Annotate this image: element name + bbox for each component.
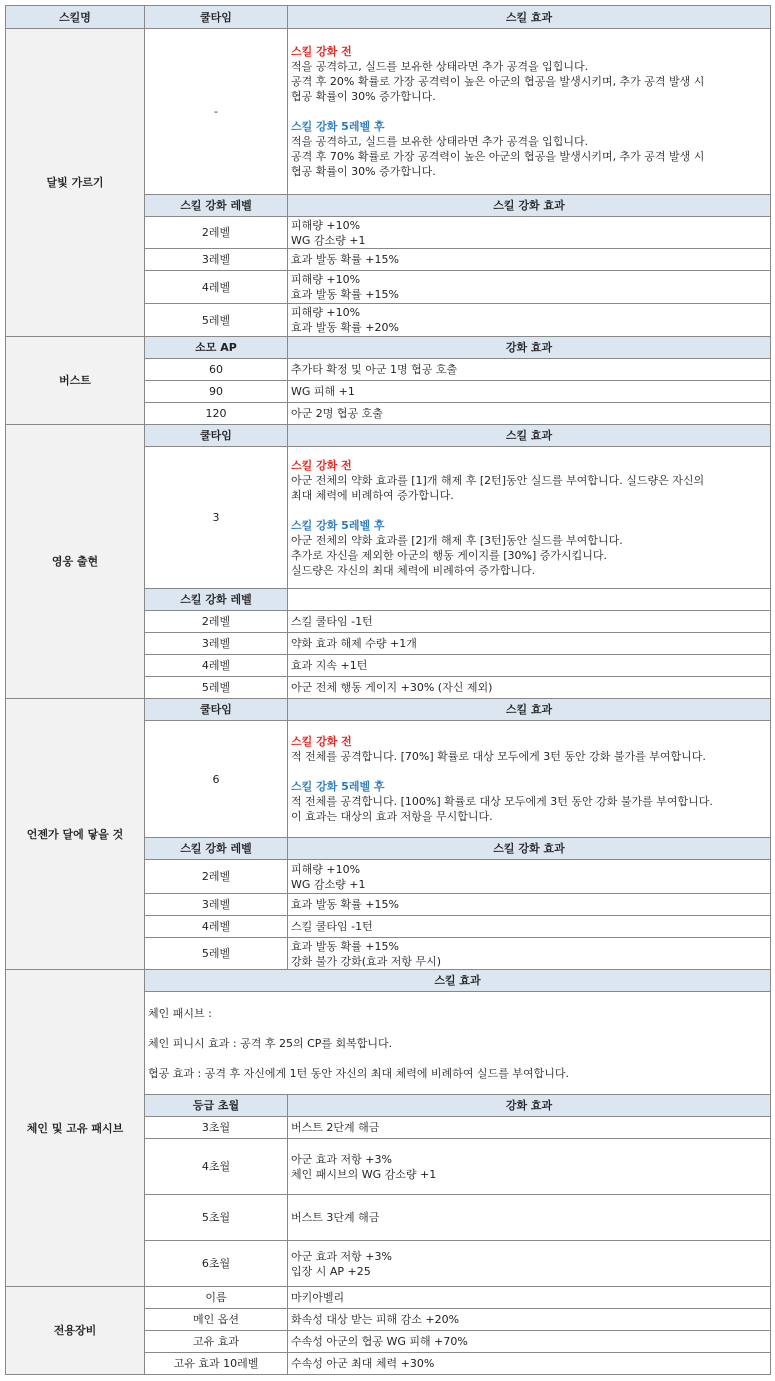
equipment-value: 수속성 아군 최대 체력 +30% [288, 1353, 771, 1375]
skill1-level: 5레벨 [145, 304, 288, 337]
skill2-after-line: 실드량은 자신의 최대 체력에 비례하여 증가합니다. [291, 563, 536, 577]
skill3-level: 4레벨 [145, 916, 288, 938]
effect-line: 효과 발동 확률 +15% [291, 288, 399, 301]
equipment-value: 화속성 대상 받는 피해 감소 +20% [288, 1309, 771, 1331]
skill3-before-line: 적 전체를 공격합니다. [70%] 확률로 대상 모두에게 3턴 동안 강화 불가를 부여합니다. [291, 750, 706, 763]
skill3-name: 언젠가 달에 닿을 것 [6, 699, 145, 970]
burst-effect: 추가타 확정 및 아군 1명 협공 호출 [288, 359, 771, 381]
skill2-level: 4레벨 [145, 655, 288, 677]
skill1-level: 2레벨 [145, 217, 288, 249]
burst-name: 버스트 [6, 337, 145, 425]
skill3-description [288, 721, 771, 838]
effect-line: 효과 발동 확률 +20% [291, 321, 399, 334]
skill2-cooldown-header: 쿨타임 [145, 425, 288, 447]
passive-grade: 6초월 [145, 1241, 288, 1287]
skill2-level-effect: 약화 효과 해제 수량 +1개 [288, 633, 771, 655]
burst-effect: 아군 2명 협공 호출 [288, 403, 771, 425]
skill1-level: 3레벨 [145, 249, 288, 271]
skill3-level: 5레벨 [145, 938, 288, 970]
skill1-level-effect [288, 271, 771, 304]
skill2-level-header-blank [288, 589, 771, 611]
burst-ap: 60 [145, 359, 288, 381]
skill3-after-label: 스킬 강화 5레벨 후 [291, 780, 385, 793]
effect-line: WG 감소량 +1 [291, 877, 366, 891]
passive-description [145, 992, 771, 1095]
skill1-level-effect [288, 304, 771, 337]
skill1-before-line: 협공 확률이 30% 증가합니다. [291, 90, 436, 103]
passive-line: 협공 효과 : 공격 후 자신에게 1턴 동안 자신의 최대 체력에 비례하여 실드를 부여합니다. [148, 1066, 569, 1080]
skill2-level: 5레벨 [145, 677, 288, 699]
equipment-label: 메인 옵션 [145, 1309, 288, 1331]
header-skill-effect: 스킬 효과 [288, 6, 771, 29]
burst-effect-header: 강화 효과 [288, 337, 771, 359]
skill1-effect-header: 스킬 강화 효과 [288, 195, 771, 217]
passive-grade-header: 등급 초월 [145, 1095, 288, 1117]
passive-name: 체인 및 고유 패시브 [6, 970, 145, 1287]
header-skill-name: 스킬명 [6, 6, 145, 29]
passive-grade-effect: 버스트 3단계 해금 [288, 1195, 771, 1241]
skill2-after-label: 스킬 강화 5레벨 후 [291, 518, 385, 532]
passive-effect-header: 스킬 효과 [145, 970, 771, 992]
skill1-after-line: 적을 공격하고, 실드를 보유한 상태라면 추가 공격을 입힙니다. [291, 135, 589, 148]
effect-line: 입장 시 AP +25 [291, 1264, 371, 1278]
skill2-level-header: 스킬 강화 레벨 [145, 589, 288, 611]
skill2-level-effect: 스킬 쿨타임 -1턴 [288, 611, 771, 633]
skill3-level-effect [288, 860, 771, 894]
skill1-level-header: 스킬 강화 레벨 [145, 195, 288, 217]
equipment-value: 마키아벨리 [288, 1287, 771, 1309]
skill1-description [288, 29, 771, 195]
effect-line: 아군 효과 저항 +3% [291, 1249, 392, 1263]
passive-enhance-header: 강화 효과 [288, 1095, 771, 1117]
effect-line: 아군 효과 저항 +3% [291, 1152, 392, 1166]
effect-line: 피해량 +10% [291, 306, 361, 319]
skill3-level-effect: 효과 발동 확률 +15% [288, 894, 771, 916]
skill2-description [288, 447, 771, 589]
skill2-after-line: 아군 전체의 약화 효과를 [2]개 해제 후 [3턴]동안 실드를 부여합니다. [291, 533, 623, 547]
skill2-level: 2레벨 [145, 611, 288, 633]
equipment-label: 고유 효과 [145, 1331, 288, 1353]
skill3-cooldown: 6 [145, 721, 288, 838]
skill3-level: 3레벨 [145, 894, 288, 916]
header-cooldown: 쿨타임 [145, 6, 288, 29]
burst-ap: 120 [145, 403, 288, 425]
burst-ap: 90 [145, 381, 288, 403]
skill3-before-label: 스킬 강화 전 [291, 735, 352, 748]
effect-line: 피해량 +10% [291, 862, 361, 876]
effect-line: 피해량 +10% [291, 218, 361, 232]
skill3-after-line: 적 전체를 공격합니다. [100%] 확률로 대상 모두에게 3턴 동안 강화 불가를 부여합니다. [291, 795, 713, 808]
skill2-effect-header: 스킬 효과 [288, 425, 771, 447]
skill2-cooldown: 3 [145, 447, 288, 589]
skill2-level-effect: 효과 지속 +1턴 [288, 655, 771, 677]
skill3-level: 2레벨 [145, 860, 288, 894]
skill3-level-header: 스킬 강화 레벨 [145, 838, 288, 860]
passive-grade-effect: 버스트 2단계 해금 [288, 1117, 771, 1139]
passive-grade: 4초월 [145, 1139, 288, 1195]
skill2-level: 3레벨 [145, 633, 288, 655]
equipment-value: 수속성 아군의 협공 WG 피해 +70% [288, 1331, 771, 1353]
skill1-name: 달빛 가르기 [6, 29, 145, 337]
effect-line: 강화 불가 강화(효과 저항 무시) [291, 954, 442, 968]
skill3-level-effect [288, 938, 771, 970]
skill1-level-effect: 효과 발동 확률 +15% [288, 249, 771, 271]
skill2-after-line: 추가로 자신을 제외한 아군의 행동 게이지를 [30%] 증가시킵니다. [291, 548, 608, 562]
skill1-after-line: 공격 후 70% 확률로 가장 공격력이 높은 아군의 협공을 발생시키며, 추가 공격 발생 시 [291, 150, 705, 163]
skill2-name: 영웅 출현 [6, 425, 145, 699]
skill3-level-effect: 스킬 쿨타임 -1턴 [288, 916, 771, 938]
skill1-level: 4레벨 [145, 271, 288, 304]
passive-line: 체인 피니시 효과 : 공격 후 25의 CP를 회복합니다. [148, 1036, 393, 1050]
skill3-cooldown-header: 쿨타임 [145, 699, 288, 721]
skill2-before-line: 아군 전체의 약화 효과를 [1]개 해제 후 [2턴]동안 실드를 부여합니다. 실드량은 자신의 [291, 473, 705, 487]
skill2-level-effect: 아군 전체 행동 게이지 +30% (자신 제외) [288, 677, 771, 699]
burst-ap-header: 소모 AP [145, 337, 288, 359]
equipment-name: 전용장비 [6, 1287, 145, 1375]
skill3-effect-header: 스킬 효과 [288, 699, 771, 721]
effect-line: WG 감소량 +1 [291, 233, 366, 247]
effect-line: 효과 발동 확률 +15% [291, 939, 399, 953]
skill1-after-label: 스킬 강화 5레벨 후 [291, 120, 385, 133]
passive-line: 체인 패시브 : [148, 1006, 212, 1020]
skill2-before-line: 최대 체력에 비례하여 증가합니다. [291, 488, 454, 502]
skill-table [5, 5, 771, 1375]
effect-line: 피해량 +10% [291, 273, 361, 286]
burst-effect: WG 피해 +1 [288, 381, 771, 403]
passive-grade-effect [288, 1139, 771, 1195]
passive-grade-effect [288, 1241, 771, 1287]
skill3-after-line: 이 효과는 대상의 효과 저항을 무시합니다. [291, 810, 493, 823]
passive-grade: 5초월 [145, 1195, 288, 1241]
skill2-before-label: 스킬 강화 전 [291, 458, 352, 472]
skill1-level-effect [288, 217, 771, 249]
skill3-effect-header2: 스킬 강화 효과 [288, 838, 771, 860]
skill1-before-line: 적을 공격하고, 실드를 보유한 상태라면 추가 공격을 입힙니다. [291, 60, 589, 73]
skill1-after-line: 협공 확률이 30% 증가합니다. [291, 165, 436, 178]
equipment-label: 고유 효과 10레벨 [145, 1353, 288, 1375]
equipment-label: 이름 [145, 1287, 288, 1309]
effect-line: 체인 패시브의 WG 감소량 +1 [291, 1167, 437, 1181]
skill1-before-label: 스킬 강화 전 [291, 45, 352, 58]
skill1-before-line: 공격 후 20% 확률로 가장 공격력이 높은 아군의 협공을 발생시키며, 추가 공격 발생 시 [291, 75, 705, 88]
skill1-cooldown: - [145, 29, 288, 195]
passive-grade: 3초월 [145, 1117, 288, 1139]
